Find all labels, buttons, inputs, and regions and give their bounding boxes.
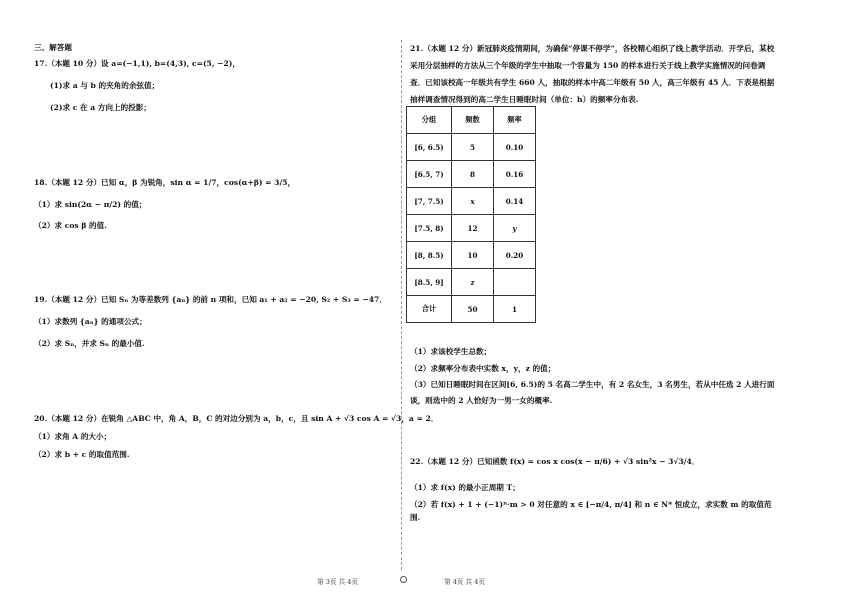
- table-header-row: [407, 107, 536, 134]
- q21-stem: 21.（本题 12 分）新冠肺炎疫情期间，为确保“停课不停学”，各校精心组织了线上教学活动．开学后，某校采用分层抽样的方法从三个年级的学生中抽取一个容量为 150 的样本进行关于线上教学实施情况的问卷调查．已知该校高一年级共有学生 660 人，抽取的样本中高二年级有 50 人，高三年级有 45 人．下表是根据抽样调查情况得到的高二学生日睡眠时间（单位：h）的频率分布表.: [410, 44, 775, 104]
- table-cell: z: [452, 269, 494, 296]
- q21-part2: （2）求频率分布表中实数 x，y，z 的值；: [410, 364, 556, 373]
- table-row: [407, 242, 536, 269]
- q20-stem: 20.（本题 12 分）在锐角 △ABC 中，角 A，B，C 的对边分别为 a，b，c，且 sin A + √3 cos A = √3，a = 2．: [34, 414, 439, 423]
- table-header-cell: 分组: [407, 107, 452, 134]
- table-row: [407, 134, 536, 161]
- section-title: 三、解答题: [34, 43, 72, 52]
- table-row: [407, 188, 536, 215]
- q20-part1: （1）求角 A 的大小；: [34, 432, 112, 441]
- table-cell: [7, 7.5): [407, 188, 452, 215]
- table-cell: 0.10: [494, 134, 536, 161]
- table-row: [407, 215, 536, 242]
- table-header-cell: 频数: [452, 107, 494, 134]
- table-cell: [6.5, 7): [407, 161, 452, 188]
- q22-part2: （2）若 f(x) + 1 + (−1)ⁿ·m > 0 对任意的 x ∈ [−π/4, π/4] 和 n ∈ N* 恒成立，求实数 m 的取值范围.: [410, 500, 772, 522]
- table-cell: [7.5, 8): [407, 215, 452, 242]
- table-cell: x: [452, 188, 494, 215]
- table-cell: 5: [452, 134, 494, 161]
- q17-stem: 17.（本题 10 分）设 a=(−1,1), b=(4,3), c=(5, −2)，: [34, 59, 240, 68]
- q18-part1: （1）求 sin(2α − π/2) 的值；: [34, 200, 147, 209]
- q17-part2: (2)求 c 在 a 方向上的投影；: [50, 103, 151, 112]
- table-cell: 10: [452, 242, 494, 269]
- table-cell: 12: [452, 215, 494, 242]
- table-cell: 1: [494, 296, 536, 323]
- table-cell: 50: [452, 296, 494, 323]
- q19-part2: （2）求 Sₙ，并求 Sₙ 的最小值.: [34, 339, 145, 348]
- table-cell: 0.16: [494, 161, 536, 188]
- table-cell: 8: [452, 161, 494, 188]
- binding-hole-icon: [400, 576, 407, 583]
- table-row: [407, 161, 536, 188]
- table-cell: [6, 6.5): [407, 134, 452, 161]
- page-number-right: 第 4页 共 4页: [444, 578, 486, 586]
- q22-part1: （1）求 f(x) 的最小正周期 T；: [410, 483, 520, 492]
- q17-part1: (1)求 a 与 b 的夹角的余弦值；: [50, 81, 160, 90]
- table-cell: 合计: [407, 296, 452, 323]
- table-cell: [8.5, 9]: [407, 269, 452, 296]
- page-number-left: 第 3页 共 4页: [317, 578, 359, 586]
- q20-part2: （2）求 b + c 的取值范围.: [34, 450, 130, 459]
- q19-stem: 19.（本题 12 分）已知 Sₙ 为等差数列 {aₙ} 的前 n 项和，已知 a₁ + a₂ = −20, S₂ + S₃ = −47．: [34, 295, 387, 304]
- q21-part1: （1）求该校学生总数；: [410, 347, 492, 356]
- column-divider: [401, 40, 402, 570]
- table-row: [407, 269, 536, 296]
- table-header-cell: 频率: [494, 107, 536, 134]
- frequency-table: [406, 106, 536, 323]
- table-cell: 0.20: [494, 242, 536, 269]
- table-cell: [494, 269, 536, 296]
- q19-part1: （1）求数列 {aₙ} 的通项公式；: [34, 317, 147, 326]
- q18-stem: 18.（本题 12 分）已知 α，β 为锐角，sin α = 1/7，cos(α+β) = 3/5，: [34, 178, 296, 187]
- table-cell: [8, 8.5): [407, 242, 452, 269]
- table-cell: 0.14: [494, 188, 536, 215]
- q18-part2: （2）求 cos β 的值.: [34, 221, 107, 230]
- q21-part3: （3）已知日睡眠时间在区间[6, 6.5)的 5 名高二学生中，有 2 名女生，3 名男生，若从中任选 2 人进行面谈，则选中的 2 人恰好为一男一女的概率.: [410, 380, 775, 405]
- q22-stem: 22.（本题 12 分）已知函数 f(x) = cos x cos(x − π/6) + √3 sin²x − 3√3/4．: [410, 457, 700, 466]
- table-row: [407, 296, 536, 323]
- table-cell: y: [494, 215, 536, 242]
